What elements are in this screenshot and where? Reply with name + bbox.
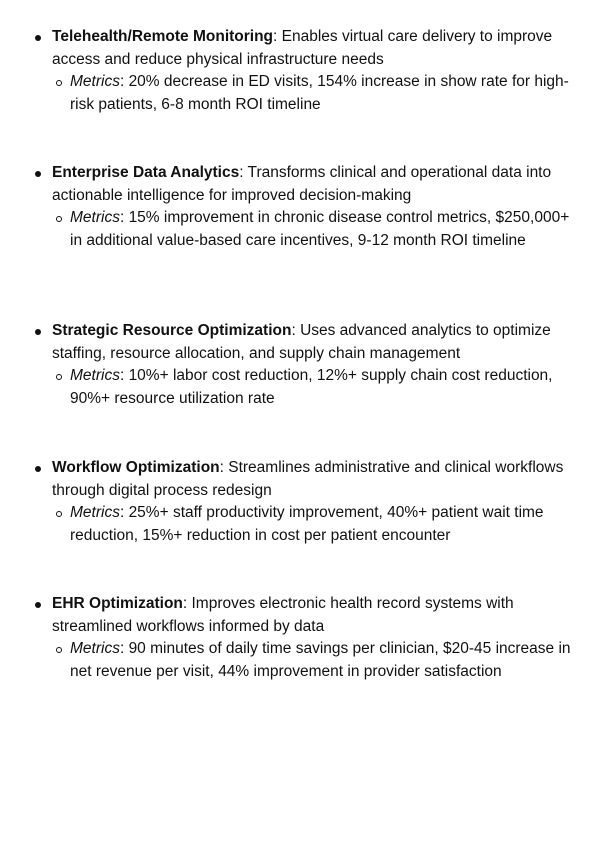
sub-bullet-circle bbox=[56, 511, 62, 517]
metrics-item bbox=[70, 365, 572, 410]
item-description: : Enables virtual care delivery to improve access and reduce physical infrastructure needs bbox=[52, 28, 553, 68]
bullet-dot bbox=[35, 602, 41, 608]
item-description: : Streamlines administrative and clinical workflows through digital process redesign bbox=[52, 459, 564, 499]
item-heading bbox=[52, 593, 572, 638]
metrics-item bbox=[70, 71, 572, 116]
metrics-text: : 25%+ staff productivity improvement, 40%+ patient wait time reduction, 15%+ reduction in cost per patient encounter bbox=[70, 504, 544, 544]
item-heading bbox=[52, 320, 572, 365]
item-description: : Uses advanced analytics to optimize staffing, resource allocation, and supply chain management bbox=[52, 322, 551, 362]
list-item bbox=[52, 320, 572, 410]
metrics-text: : 20% decrease in ED visits, 154% increase in show rate for high-risk patients, 6-8 month ROI timeline bbox=[70, 73, 569, 113]
item-description: : Transforms clinical and operational data into actionable intelligence for improved decision-making bbox=[52, 164, 552, 204]
metrics-text: : 10%+ labor cost reduction, 12%+ supply chain cost reduction, 90%+ resource utilization rate bbox=[70, 367, 553, 407]
item-title: EHR Optimization bbox=[52, 595, 183, 612]
list-item bbox=[52, 457, 572, 547]
sub-bullet-circle bbox=[56, 80, 62, 86]
metrics-item bbox=[70, 502, 572, 547]
metrics-item bbox=[70, 207, 572, 252]
item-description: : Improves electronic health record systems with streamlined workflows informed by data bbox=[52, 595, 514, 635]
item-title: Telehealth/Remote Monitoring bbox=[52, 28, 274, 45]
bullet-dot bbox=[35, 171, 41, 177]
metrics-text: : 90 minutes of daily time savings per clinician, $20-45 increase in net revenue per visit, 44% improvement in provider satisfaction bbox=[70, 640, 571, 680]
item-heading bbox=[52, 457, 572, 502]
item-heading bbox=[52, 162, 572, 207]
bullet-dot bbox=[35, 466, 41, 472]
list-item bbox=[52, 162, 572, 252]
sub-bullet-circle bbox=[56, 216, 62, 222]
metrics-label: Metrics bbox=[70, 209, 120, 226]
metrics-label: Metrics bbox=[70, 640, 120, 657]
metrics-label: Metrics bbox=[70, 504, 120, 521]
sub-bullet-circle bbox=[56, 374, 62, 380]
item-title: Strategic Resource Optimization bbox=[52, 322, 292, 339]
item-title: Enterprise Data Analytics bbox=[52, 164, 240, 181]
metrics-label: Metrics bbox=[70, 367, 120, 384]
metrics-item bbox=[70, 638, 572, 683]
list-item bbox=[52, 593, 572, 683]
item-title: Workflow Optimization bbox=[52, 459, 220, 476]
sub-bullet-circle bbox=[56, 647, 62, 653]
item-heading bbox=[52, 26, 572, 71]
metrics-label: Metrics bbox=[70, 73, 120, 90]
list-item bbox=[52, 26, 572, 116]
bullet-dot bbox=[35, 329, 41, 335]
bullet-dot bbox=[35, 35, 41, 41]
metrics-text: : 15% improvement in chronic disease control metrics, $250,000+ in additional value-based care incentives, 9-12 month ROI timeline bbox=[70, 209, 570, 249]
